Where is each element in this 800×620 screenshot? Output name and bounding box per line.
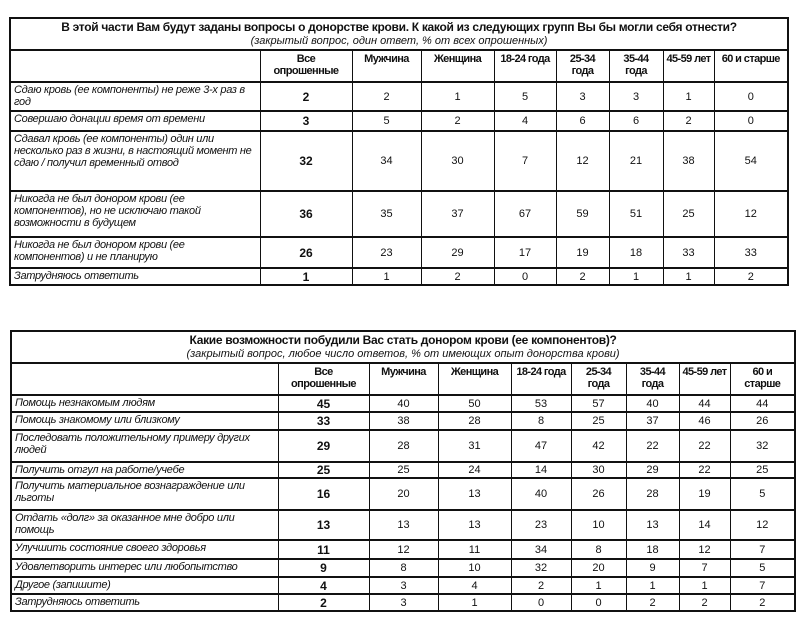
value-cell: 0 [511, 594, 571, 611]
value-cell: 2 [714, 268, 788, 285]
value-cell: 3 [369, 594, 438, 611]
value-cell: 7 [679, 559, 730, 577]
column-header: 35-44 года [609, 50, 663, 82]
value-cell: 3 [369, 577, 438, 594]
value-cell: 0 [494, 268, 556, 285]
value-cell: 2 [730, 594, 795, 611]
value-cell: 1 [571, 577, 626, 594]
empty-header-cell [11, 363, 278, 395]
table-row [11, 395, 795, 412]
value-cell: 32 [511, 559, 571, 577]
value-cell: 25 [663, 191, 714, 237]
value-cell: 29 [421, 237, 494, 268]
value-cell: 40 [626, 395, 679, 412]
value-cell: 12 [369, 540, 438, 559]
table-title: В этой части Вам будут заданы вопросы о донорстве крови. К какой из следующих групп Вы бы могли себя отнести? [61, 20, 737, 34]
value-cell: 2 [679, 594, 730, 611]
value-cell: 53 [511, 395, 571, 412]
value-cell: 23 [352, 237, 421, 268]
value-cell: 33 [663, 237, 714, 268]
value-cell: 26 [571, 478, 626, 510]
column-header: 18-24 года [511, 363, 571, 395]
value-cell: 8 [571, 540, 626, 559]
table-row [11, 510, 795, 540]
total-value-cell: 33 [278, 412, 369, 430]
value-cell: 18 [609, 237, 663, 268]
table-title-cell [10, 18, 788, 50]
value-cell: 22 [679, 462, 730, 478]
value-cell: 9 [626, 559, 679, 577]
value-cell: 1 [352, 268, 421, 285]
total-value-cell: 11 [278, 540, 369, 559]
total-value-cell: 9 [278, 559, 369, 577]
total-value-cell: 16 [278, 478, 369, 510]
row-label: Никогда не был донором крови (ее компонентов) и не планирую [10, 237, 260, 268]
value-cell: 44 [679, 395, 730, 412]
value-cell: 47 [511, 430, 571, 462]
column-header: Женщина [421, 50, 494, 82]
table-subtitle: (закрытый вопрос, один ответ, % от всех опрошенных) [250, 35, 548, 47]
column-header: Мужчина [352, 50, 421, 82]
value-cell: 1 [679, 577, 730, 594]
value-cell: 59 [556, 191, 609, 237]
empty-header-cell [10, 50, 260, 82]
row-label: Затрудняюсь ответить [11, 594, 278, 611]
table-row [11, 430, 795, 462]
value-cell: 1 [663, 268, 714, 285]
value-cell: 22 [626, 430, 679, 462]
header-row [11, 363, 795, 395]
value-cell: 1 [421, 82, 494, 111]
row-label: Сдавал кровь (ее компоненты) один или несколько раз в жизни, в настоящий момент не сдаю / получил временный отвод [10, 131, 260, 191]
donor-motivation-table [10, 330, 796, 612]
table-row [10, 268, 788, 285]
value-cell: 51 [609, 191, 663, 237]
total-value-cell: 4 [278, 577, 369, 594]
value-cell: 35 [352, 191, 421, 237]
value-cell: 28 [369, 430, 438, 462]
row-label: Никогда не был донором крови (ее компонентов), но не исключаю такой возможности в будущем [10, 191, 260, 237]
value-cell: 5 [494, 82, 556, 111]
total-value-cell: 36 [260, 191, 352, 237]
value-cell: 1 [663, 82, 714, 111]
value-cell: 24 [438, 462, 511, 478]
value-cell: 10 [438, 559, 511, 577]
value-cell: 38 [663, 131, 714, 191]
value-cell: 30 [421, 131, 494, 191]
total-value-cell: 1 [260, 268, 352, 285]
value-cell: 17 [494, 237, 556, 268]
table-row [11, 540, 795, 559]
value-cell: 20 [571, 559, 626, 577]
table-row [10, 237, 788, 268]
value-cell: 32 [730, 430, 795, 462]
header-row [10, 50, 788, 82]
value-cell: 57 [571, 395, 626, 412]
table-row [11, 478, 795, 510]
table-row [10, 111, 788, 131]
row-label: Помощь знакомому или близкому [11, 412, 278, 430]
value-cell: 14 [511, 462, 571, 478]
table-row [11, 594, 795, 611]
row-label: Сдаю кровь (ее компоненты) не реже 3-х раз в год [10, 82, 260, 111]
value-cell: 28 [626, 478, 679, 510]
value-cell: 42 [571, 430, 626, 462]
value-cell: 2 [511, 577, 571, 594]
value-cell: 3 [609, 82, 663, 111]
row-label: Последовать положительному примеру других людей [11, 430, 278, 462]
value-cell: 22 [679, 430, 730, 462]
row-label: Улучшить состояние своего здоровья [11, 540, 278, 559]
table-row [11, 412, 795, 430]
row-label: Затрудняюсь ответить [10, 268, 260, 285]
row-label: Помощь незнакомым людям [11, 395, 278, 412]
value-cell: 67 [494, 191, 556, 237]
value-cell: 25 [369, 462, 438, 478]
total-value-cell: 3 [260, 111, 352, 131]
value-cell: 34 [352, 131, 421, 191]
value-cell: 13 [438, 478, 511, 510]
value-cell: 1 [609, 268, 663, 285]
value-cell: 2 [421, 268, 494, 285]
row-label: Получить материальное вознаграждение или льготы [11, 478, 278, 510]
row-label: Совершаю донации время от времени [10, 111, 260, 131]
value-cell: 54 [714, 131, 788, 191]
column-header: 60 и старше [730, 363, 795, 395]
value-cell: 1 [438, 594, 511, 611]
row-label: Отдать «долг» за оказанное мне добро или помощь [11, 510, 278, 540]
column-header: 45-59 лет [679, 363, 730, 395]
column-header: Женщина [438, 363, 511, 395]
value-cell: 4 [438, 577, 511, 594]
table-row [11, 577, 795, 594]
value-cell: 50 [438, 395, 511, 412]
value-cell: 0 [714, 111, 788, 131]
value-cell: 10 [571, 510, 626, 540]
value-cell: 2 [663, 111, 714, 131]
total-value-cell: 26 [260, 237, 352, 268]
column-header: 60 и старше [714, 50, 788, 82]
value-cell: 2 [556, 268, 609, 285]
total-value-cell: 25 [278, 462, 369, 478]
row-label: Удовлетворить интерес или любопытство [11, 559, 278, 577]
table-title-cell [11, 331, 795, 363]
value-cell: 38 [369, 412, 438, 430]
value-cell: 2 [352, 82, 421, 111]
value-cell: 25 [730, 462, 795, 478]
value-cell: 34 [511, 540, 571, 559]
table-title: Какие возможности побудили Вас стать донором крови (ее компонентов)? [189, 333, 617, 347]
total-value-cell: 45 [278, 395, 369, 412]
value-cell: 2 [626, 594, 679, 611]
value-cell: 3 [556, 82, 609, 111]
value-cell: 37 [421, 191, 494, 237]
value-cell: 30 [571, 462, 626, 478]
value-cell: 18 [626, 540, 679, 559]
value-cell: 5 [730, 478, 795, 510]
value-cell: 31 [438, 430, 511, 462]
column-header: Все опрошенные [278, 363, 369, 395]
value-cell: 19 [556, 237, 609, 268]
value-cell: 12 [714, 191, 788, 237]
column-header: Все опрошенные [260, 50, 352, 82]
value-cell: 12 [730, 510, 795, 540]
value-cell: 29 [626, 462, 679, 478]
column-header: 45-59 лет [663, 50, 714, 82]
table-row [10, 191, 788, 237]
value-cell: 7 [494, 131, 556, 191]
value-cell: 7 [730, 540, 795, 559]
value-cell: 8 [369, 559, 438, 577]
value-cell: 14 [679, 510, 730, 540]
total-value-cell: 29 [278, 430, 369, 462]
value-cell: 13 [626, 510, 679, 540]
value-cell: 46 [679, 412, 730, 430]
table-row [10, 131, 788, 191]
total-value-cell: 2 [260, 82, 352, 111]
column-header: 35-44 года [626, 363, 679, 395]
table-subtitle: (закрытый вопрос, любое число ответов, % от имеющих опыт донорства крови) [186, 348, 620, 360]
value-cell: 4 [494, 111, 556, 131]
table-row [11, 559, 795, 577]
value-cell: 19 [679, 478, 730, 510]
value-cell: 2 [421, 111, 494, 131]
total-value-cell: 2 [278, 594, 369, 611]
value-cell: 37 [626, 412, 679, 430]
value-cell: 5 [352, 111, 421, 131]
value-cell: 0 [571, 594, 626, 611]
total-value-cell: 32 [260, 131, 352, 191]
value-cell: 33 [714, 237, 788, 268]
value-cell: 13 [438, 510, 511, 540]
value-cell: 40 [511, 478, 571, 510]
value-cell: 7 [730, 577, 795, 594]
table-row [10, 82, 788, 111]
column-header: 25-34 года [556, 50, 609, 82]
column-header: 18-24 года [494, 50, 556, 82]
table-row [11, 462, 795, 478]
value-cell: 23 [511, 510, 571, 540]
value-cell: 12 [679, 540, 730, 559]
value-cell: 8 [511, 412, 571, 430]
value-cell: 25 [571, 412, 626, 430]
value-cell: 12 [556, 131, 609, 191]
row-label: Другое (запишите) [11, 577, 278, 594]
value-cell: 26 [730, 412, 795, 430]
value-cell: 13 [369, 510, 438, 540]
value-cell: 21 [609, 131, 663, 191]
value-cell: 40 [369, 395, 438, 412]
total-value-cell: 13 [278, 510, 369, 540]
value-cell: 1 [626, 577, 679, 594]
value-cell: 6 [556, 111, 609, 131]
value-cell: 5 [730, 559, 795, 577]
value-cell: 6 [609, 111, 663, 131]
column-header: Мужчина [369, 363, 438, 395]
column-header: 25-34 года [571, 363, 626, 395]
value-cell: 44 [730, 395, 795, 412]
row-label: Получить отгул на работе/учебе [11, 462, 278, 478]
donor-group-table [9, 17, 789, 286]
value-cell: 20 [369, 478, 438, 510]
value-cell: 0 [714, 82, 788, 111]
value-cell: 28 [438, 412, 511, 430]
value-cell: 11 [438, 540, 511, 559]
